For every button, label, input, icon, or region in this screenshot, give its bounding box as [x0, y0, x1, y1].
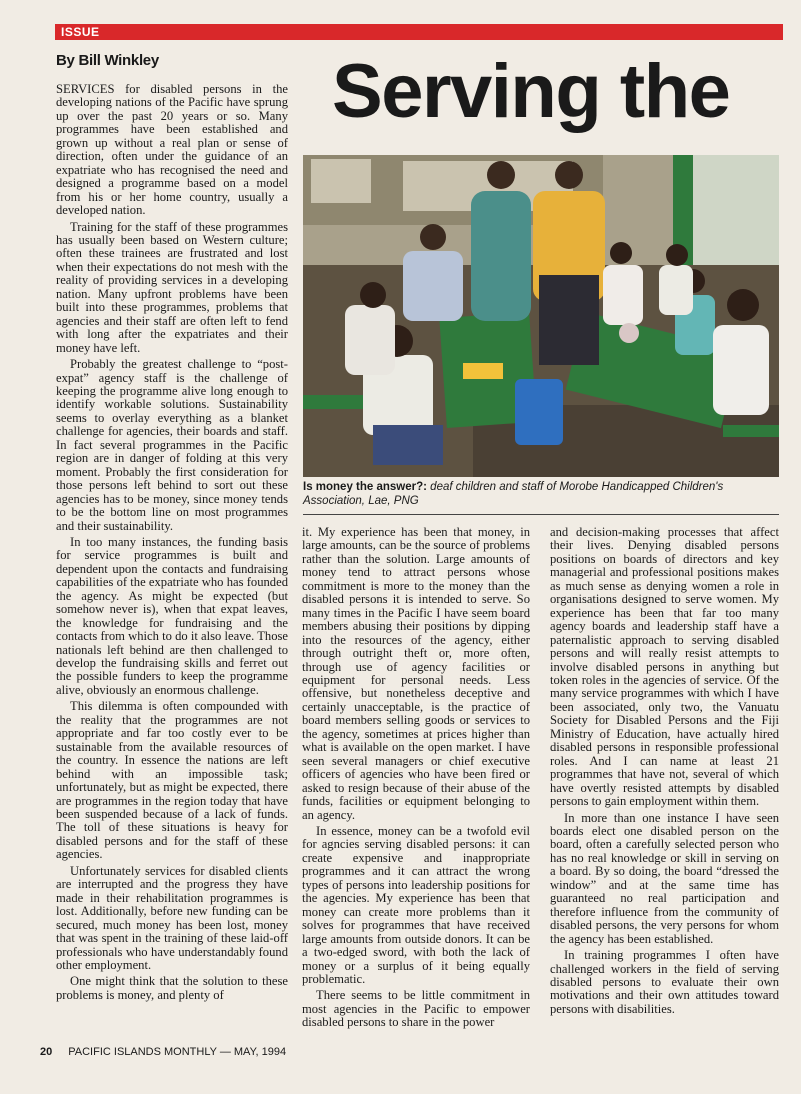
caption-text: deaf children and staff of Morobe Handicapped Children's Association, Lae, PNG: [303, 481, 724, 507]
publication-name: PACIFIC ISLANDS MONTHLY — MAY, 1994: [68, 1046, 287, 1058]
paragraph: Unfortunately services for disabled clients are interrupted and the progress they have made in their rehabilitation programmes is lost. Additionally, before new funding can be secured, much money has been lost, money that was spent in the training of these laid-off professionals who have understandably found other employment.: [56, 863, 288, 972]
paragraph: Training for the staff of these programmes has usually been based on Western culture; often these trainees are frustrated and lost when their expectations do not mesh with the reality of providing services in a developing nation. Many upfront problems have been built into these programmes, problems that agencies and their staff are often left to fend with long after the expatriates and their money have left.: [56, 219, 288, 355]
paragraph: In essence, money can be a twofold evil for agncies serving disabled persons: it can create expensive and inappropriate programmes and it can attract the wrong types of persons into leadership positions for the agencies. My experience has been that money can create more problems than it solves for programmes that have received large amounts from outside donors. It can be a two-edged sword, with both the lack of money or a surplus of it being equally problematic.: [302, 823, 530, 986]
caption-lead: Is money the answer?:: [303, 481, 427, 493]
article-photo: [303, 155, 779, 477]
caption-divider: [303, 514, 779, 515]
section-label: ISSUE: [55, 24, 783, 40]
paragraph: One might think that the solution to these problems is money, and plenty of: [56, 974, 288, 1002]
page-number: 20: [40, 1046, 53, 1058]
paragraph: In too many instances, the funding basis for service programmes is built and dependent upon the contacts and fundraising capabilities of the expatriate who has founded the agency. As might be expected (but somehow never is), when that expat leaves, the knowledge for fundraising and the contacts from which to do it also leave. Those nationals left behind are then challenged to develop the fundraising skills and ferret out the possible funders to keep the programme alive, obviously an enormous challenge.: [56, 534, 288, 697]
paragraph: In more than one instance I have seen boards elect one disabled person on the board, often a carefully selected person who has no real knowledge or skill in serving on a board. By so doing, the board “dressed the window” and at the same time has guaranteed no real participation and therefore influence from the community of disabled persons, the very persons for whom the agency has been established.: [550, 810, 779, 946]
photo-illustration: [303, 155, 779, 477]
paragraph: SERVICES for disabled persons in the developing nations of the Pacific have sprung up over the past 20 years or so. Many programmes have been established and grown up without a real plan or sense of direction, often under the guidance of an expatriate who has recognised the need and designed a programme based on a model from his or her home country, usually a developed nation.: [56, 82, 288, 218]
headline: Serving the: [332, 49, 730, 134]
left-column: [56, 83, 288, 1005]
paragraph: Probably the greatest challenge to “post-expat” agency staff is the challenge of keeping the programme alive long enough to identify workable solutions. Sustainability seems to overlay everything as a blanket challenge for agencies, their boards and staff. In fact several programmes in the Pacific region are in danger of folding at this very moment. Probably the first consideration for those persons left behind to sort out these agencies has to be money, since money tends to be the bottom line on most programmes and their sustainability.: [56, 357, 288, 533]
paragraph: In training programmes I often have challenged workers in the field of serving disabled persons to evaluate their own motivations and their own attitudes toward persons with disabilities.: [550, 948, 779, 1016]
byline: By Bill Winkley: [56, 52, 159, 69]
paragraph: This dilemma is often compounded with the reality that the programmes are not appropriate and far too costly ever to be sustainable from the available resources of the country. In essence the nations are left behind with an impossible task; unfortunately, but as might be expected, there are programmes in the region today that have been suspended because of a lack of funds. The toll of these situations is heavy for disabled persons and for the staff of these agencies.: [56, 699, 288, 862]
page-footer: [40, 1046, 286, 1058]
middle-column: [302, 526, 530, 1033]
photo-caption: [303, 480, 779, 508]
right-column: [550, 526, 779, 1019]
paragraph: and decision-making processes that affect their lives. Denying disabled persons positions on boards of directors and key managerial and professional positions makes as much sense as denying women a role in organisations designed to serve women. My experience has been that far too many agency boards and leadership staff have a paternalistic approach to serving disabled persons and will really resist attempts to involve disabled persons in anything but token roles in the agencies of service. Of the many service programmes with which I have been associated, only two, the Vanuatu Society for Disabled Persons and the Fiji Ministry of Education, have actually hired disabled persons in responsible professional roles. And I can name at least 21 programmes that have not, several of which have overtly resisted attempts by disabled persons to gain employment within them.: [550, 525, 779, 809]
paragraph: it. My experience has been that money, in large amounts, can be the source of problems rather than the solution. Large amounts of money tend to attract persons whose commitment is more to the money than the disabled persons it is intended to serve. So many times in the Pacific I have seem board members abusing their positions by dipping into the resources of the agency, either through outright theft or, more often, through use of agency facilities or equipment for personal needs. Less offensive, but nonetheless deceptive and certainly unacceptable, is the practice of board members selling goods or services to the agency, sometimes at prices higher than what is available on the open market. I have seen several managers or chief executive officers of agencies who have been fired or asked to resign because of their abuse of the funds, facilities or equipment belonging to an agency.: [302, 525, 530, 822]
paragraph: There seems to be little commitment in most agencies in the Pacific to empower disabled persons to share in the power: [302, 988, 530, 1030]
